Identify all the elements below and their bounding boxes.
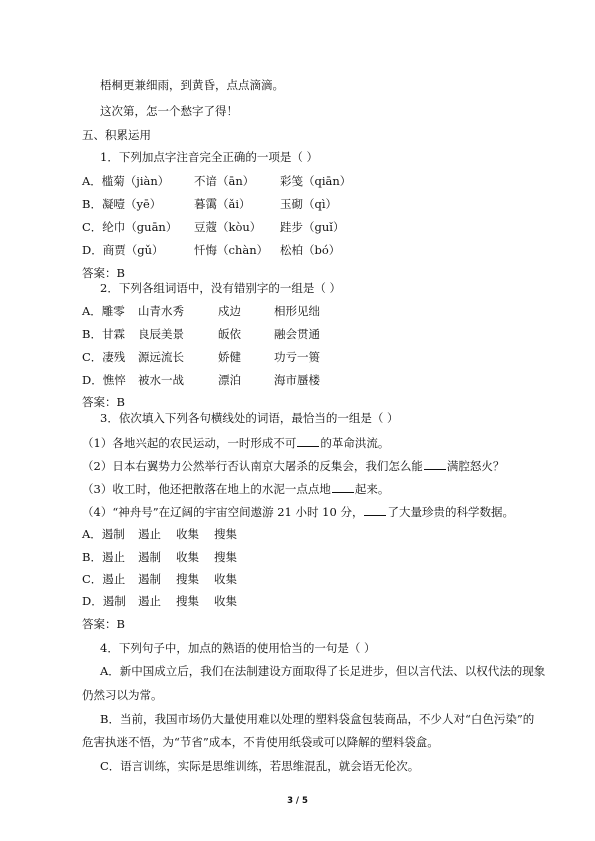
option-cell: 融会贯通 bbox=[274, 327, 320, 341]
option-cell: 皈依 bbox=[218, 327, 241, 341]
sentence bbox=[82, 481, 389, 496]
option-cell: C．凄残 bbox=[82, 350, 126, 364]
option-row bbox=[82, 373, 320, 387]
option-cell: A．遏制 bbox=[82, 527, 125, 541]
option-row bbox=[82, 550, 237, 564]
option-row bbox=[82, 572, 237, 586]
sentence bbox=[82, 458, 504, 473]
sentence-text: （3）收工时，他还把散落在地上的水泥一点点地 bbox=[82, 482, 331, 496]
sentence-text: 满腔怒火？ bbox=[446, 459, 505, 473]
answer: 答案：B bbox=[82, 395, 125, 409]
option-cell: 搜集 bbox=[176, 594, 199, 608]
option-row bbox=[82, 243, 340, 257]
fill-blank bbox=[297, 435, 319, 447]
option-cell: A．槛菊（jiàn） bbox=[82, 174, 170, 188]
option-cell: 跬步（guǐ） bbox=[280, 220, 345, 234]
fill-blank bbox=[332, 481, 354, 493]
option-cell: 漂泊 bbox=[218, 373, 241, 387]
sentence-text: （4）“神舟号”在辽阔的宇宙空间遨游 21 小时 10 分， bbox=[82, 505, 364, 519]
option-row bbox=[82, 327, 320, 341]
option-cell: C．遏止 bbox=[82, 572, 126, 586]
option-cell: C．纶巾（guān） bbox=[82, 220, 178, 234]
option-row bbox=[82, 304, 320, 318]
option-text: A．新中国成立后，我们在法制建设方面取得了长足进步，但以言代法、以权代法的现象 bbox=[100, 664, 546, 678]
option-cell: B．遏止 bbox=[82, 550, 125, 564]
option-row bbox=[82, 594, 237, 608]
sentence-text: 了大量珍贵的科学数据。 bbox=[387, 505, 514, 519]
section-title: 五、积累运用 bbox=[82, 128, 151, 142]
option-cell: 收集 bbox=[176, 527, 199, 541]
option-cell: 海市蜃楼 bbox=[274, 373, 320, 387]
option-cell: 收集 bbox=[176, 550, 199, 564]
option-text: B．当前，我国市场仍大量使用难以处理的塑料袋盒包装商品，不少人对“白色污染”的 bbox=[100, 712, 535, 726]
option-cell: B．凝噎（yē） bbox=[82, 197, 162, 211]
question-stem: 2．下列各组词语中，没有错别字的一组是（ ） bbox=[100, 281, 341, 295]
option-cell: 暮霭（ǎi） bbox=[194, 197, 251, 211]
option-cell: 豆蔻（kòu） bbox=[194, 220, 262, 234]
option-cell: 玉砌（qì） bbox=[280, 197, 338, 211]
sentence bbox=[82, 504, 514, 519]
option-cell: 收集 bbox=[214, 572, 237, 586]
question-stem: 3．依次填入下列各句横线处的词语，最恰当的一组是（ ） bbox=[100, 411, 399, 425]
option-text: 危害执迷不悟，为“节省”成本，不肯使用纸袋或可以降解的塑料袋盒。 bbox=[82, 735, 439, 749]
poem-line: 这次第，怎一个愁字了得！ bbox=[100, 104, 238, 118]
option-cell: 遏制 bbox=[138, 550, 161, 564]
option-cell: 功亏一篑 bbox=[274, 350, 320, 364]
option-cell: 搜集 bbox=[214, 550, 237, 564]
option-cell: 相形见绌 bbox=[274, 304, 320, 318]
option-cell: 遏止 bbox=[138, 594, 161, 608]
question-stem: 1．下列加点字注音完全正确的一项是（ ） bbox=[100, 150, 318, 164]
sentence-text: （1）各地兴起的农民运动，一时形成不可 bbox=[82, 436, 297, 450]
fill-blank bbox=[364, 504, 386, 516]
option-cell: 山青水秀 bbox=[138, 304, 184, 318]
page-number: 3 / 5 bbox=[287, 796, 308, 806]
option-cell: 松柏（bó） bbox=[280, 243, 341, 257]
poem-line: 梧桐更兼细雨，到黄昏，点点滴滴。 bbox=[100, 78, 284, 92]
option-cell: D．商贾（gǔ） bbox=[82, 243, 164, 257]
sentence-text: （2）日本右翼势力公然举行否认南京大屠杀的反集会，我们怎么能 bbox=[82, 459, 423, 473]
answer: 答案：B bbox=[82, 617, 125, 631]
sentence bbox=[82, 435, 389, 450]
option-cell: 源远流长 bbox=[138, 350, 184, 364]
option-row bbox=[82, 220, 344, 234]
fill-blank bbox=[424, 458, 446, 470]
option-cell: 收集 bbox=[214, 594, 237, 608]
option-cell: 搜集 bbox=[214, 527, 237, 541]
option-text: 仍然习以为常。 bbox=[82, 688, 163, 702]
option-cell: 戍边 bbox=[218, 304, 241, 318]
option-cell: B．甘霖 bbox=[82, 327, 125, 341]
option-row bbox=[82, 350, 320, 364]
sentence-text: 的革命洪流。 bbox=[320, 436, 390, 450]
question-stem: 4．下列句子中，加点的熟语的使用恰当的一句是（ ） bbox=[100, 641, 376, 655]
option-cell: 搜集 bbox=[176, 572, 199, 586]
option-cell: 忏悔（chàn） bbox=[194, 243, 269, 257]
option-cell: 遏制 bbox=[138, 572, 161, 586]
option-cell: 遏止 bbox=[138, 527, 161, 541]
option-cell: D．遏制 bbox=[82, 594, 126, 608]
option-cell: 娇健 bbox=[218, 350, 241, 364]
option-row bbox=[82, 174, 351, 188]
sentence-text: 起来。 bbox=[354, 482, 390, 496]
option-cell: 彩笺（qiān） bbox=[280, 174, 352, 188]
option-row bbox=[82, 197, 337, 211]
option-cell: 被水一战 bbox=[138, 373, 184, 387]
option-cell: D．憔悴 bbox=[82, 373, 126, 387]
answer: 答案：B bbox=[82, 266, 125, 280]
option-text: C．语言训练，实际是思维训练，若思维混乱，就会语无伦次。 bbox=[100, 759, 420, 773]
option-row bbox=[82, 527, 237, 541]
option-cell: A．雕零 bbox=[82, 304, 125, 318]
option-cell: 不谙（ān） bbox=[194, 174, 255, 188]
option-cell: 良辰美景 bbox=[138, 327, 184, 341]
